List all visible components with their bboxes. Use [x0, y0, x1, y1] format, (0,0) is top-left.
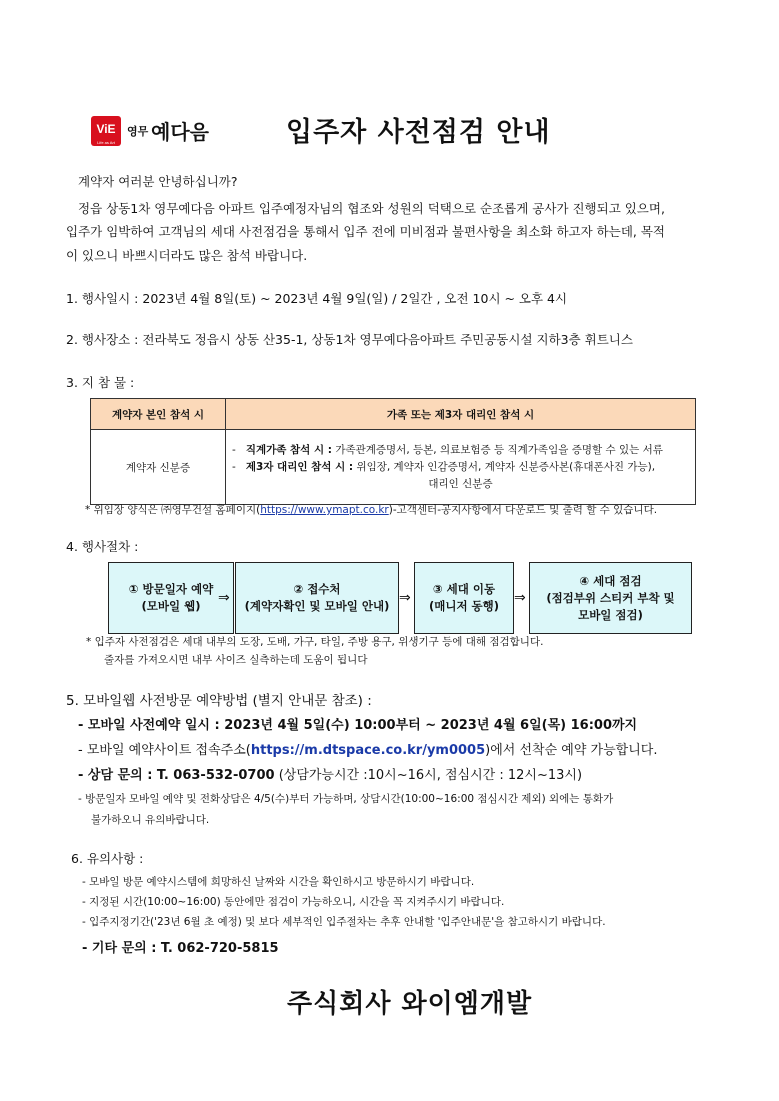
page-title: 입주자 사전점검 안내	[286, 117, 551, 148]
logo-mark-text: ViE	[96, 122, 116, 136]
intro-line-1: 정읍 상동1차 영무예다음 아파트 입주예정자님의 협조와 성원의 덕택으로 순조롭게 공사가 진행되고 있으며,	[78, 201, 665, 216]
greeting: 계약자 여러분 안녕하십니까?	[78, 174, 238, 189]
note-prefix: * 위임장 양식은 ㈜영무건설 홈페이지(	[85, 504, 261, 516]
consult-hours: (상담가능시간 :10시~16시, 점심시간 : 12시~13시)	[278, 768, 583, 783]
other-contact: - 기타 문의 : T. 062-720-5815	[82, 941, 279, 956]
proxy-agent-line: - 제3자 대리인 참석 시 : 위임장, 계약자 인감증명서, 계약자 신분증사본(휴대폰사진 가능),	[232, 460, 656, 473]
cell-self-id: 계약자 신분증	[91, 430, 226, 505]
cell-proxy-docs	[226, 430, 696, 505]
consult-note-1: - 방문일자 모바일 예약 및 전화상담은 4/5(수)부터 가능하며, 상담시간(10:00~16:00 점심시간 제외) 외에는 통화가	[78, 793, 614, 805]
family-label: 직계가족 참석 시 :	[245, 443, 332, 456]
step-1-sub: (모바일 웹)	[141, 599, 201, 613]
step-2-title: ② 접수처	[293, 582, 341, 596]
step-4-sub2: 모바일 점검)	[578, 607, 643, 622]
homepage-link[interactable]: https://www.ymapt.co.kr	[260, 504, 389, 516]
intro-line-3: 이 있으니 바쁘시더라도 많은 참석 바랍니다.	[66, 248, 308, 263]
required-items-table	[90, 398, 696, 505]
section1-row	[66, 293, 567, 306]
section4-note-2: 줄자를 가져오시면 내부 사이즈 실측하는데 도움이 됩니다	[104, 654, 368, 666]
agent-label: 제3자 대리인 참석 시 :	[245, 460, 354, 473]
logo-brand-small: 영무	[127, 125, 149, 138]
section1-value: 2023년 4월 8일(토) ~ 2023년 4월 9일(일) / 2일간 , 오전 10시 ~ 오후 4시	[142, 291, 568, 306]
arrow-3-icon: ⇒	[514, 590, 526, 606]
agent-docs-line2: 대리인 신분증	[428, 477, 493, 490]
col-header-self: 계약자 본인 참석 시	[91, 399, 226, 430]
site-prefix: - 모바일 예약사이트 접속주소(	[78, 743, 251, 758]
consult-contact	[78, 764, 582, 783]
mobile-reservation-site	[78, 739, 657, 758]
section3-label: 3. 지 참 물 :	[66, 375, 135, 390]
caution-3: - 입주지정기간('23년 6월 초 예정) 및 보다 세부적인 입주절차는 추후 안내할 '입주안내문'을 참고하시기 바랍니다.	[82, 916, 606, 928]
consult-phone: - 상담 문의 : T. 063-532-0700	[78, 768, 275, 783]
section3-note	[85, 502, 657, 517]
col-header-proxy: 가족 또는 제3자 대리인 참석 시	[226, 399, 696, 430]
section2-value: 전라북도 정읍시 상동 산35-1, 상동1차 영무예다음아파트 주민공동시설 지하3층 휘트니스	[142, 332, 633, 347]
step-2-box	[235, 562, 399, 634]
section2-row	[66, 334, 633, 347]
logo-brand-large: 예다음	[151, 120, 209, 144]
step-4-title: ④ 세대 점검	[579, 573, 642, 588]
intro-line-2: 입주가 임박하여 고객님의 세대 사전점검을 통해서 입주 전에 미비점과 불편사항을 최소화 하고자 하는데, 목적	[66, 224, 666, 239]
mobile-reservation-period: - 모바일 사전예약 일시 : 2023년 4월 5일(수) 10:00부터 ~ 2023년 4월 6일(목) 16:00까지	[78, 718, 638, 733]
company-name: 주식회사 와이엠개발	[287, 989, 533, 1019]
step-1-title: ① 방문일자 예약	[128, 582, 214, 596]
section4-note-1: * 입주자 사전점검은 세대 내부의 도장, 도배, 가구, 타일, 주방 용구, 위생기구 등에 대해 점검합니다.	[86, 636, 544, 648]
step-2-sub: (계약자확인 및 모바일 안내)	[244, 599, 390, 613]
section1-label: 1. 행사일시 :	[66, 291, 139, 306]
arrow-2-icon: ⇒	[399, 590, 411, 606]
section4-label: 4. 행사절차 :	[66, 539, 139, 554]
step-1-box	[108, 562, 234, 634]
table-row	[91, 430, 696, 505]
step-4-box	[529, 562, 692, 634]
caution-1: - 모바일 방문 예약시스템에 희망하신 날짜와 시간을 확인하시고 방문하시기 바랍니다.	[82, 876, 475, 888]
reservation-link[interactable]: https://m.dtspace.co.kr/ym0005	[250, 743, 486, 758]
section6-label: 6. 유의사항 :	[71, 851, 144, 866]
step-3-sub: (매니저 동행)	[428, 599, 500, 613]
step-3-box	[414, 562, 514, 634]
brand-logo-mark	[91, 116, 121, 146]
agent-docs: 위임장, 계약자 인감증명서, 계약자 신분증사본(휴대폰사진 가능),	[356, 460, 656, 473]
consult-note-2: 불가하오니 유의바랍니다.	[91, 814, 210, 826]
step-4-sub: (점검부위 스티커 부착 및	[546, 590, 675, 605]
step-3-title: ③ 세대 이동	[432, 582, 496, 596]
site-suffix: )에서 선착순 예약 가능합니다.	[485, 743, 658, 758]
note-suffix: )-고객센터-공지사항에서 다운로드 및 출력 할 수 있습니다.	[388, 504, 658, 516]
caution-2: - 지정된 시간(10:00~16:00) 동안에만 점검이 가능하오니, 시간을 꼭 지켜주시기 바랍니다.	[82, 896, 505, 908]
arrow-1-icon: ⇒	[218, 590, 230, 606]
family-docs: 가족관계증명서, 등본, 의료보험증 등 직계가족임을 증명할 수 있는 서류	[335, 443, 663, 456]
proxy-family-line: - 직계가족 참석 시 : 가족관계증명서, 등본, 의료보험증 등 직계가족임을 증명할 수 있는 서류	[232, 443, 663, 456]
logo-mark-subtext: Life as Art	[97, 140, 115, 145]
table-header-row	[91, 399, 696, 430]
section2-label: 2. 행사장소 :	[66, 332, 139, 347]
section5-label: 5. 모바일웹 사전방문 예약방법 (별지 안내문 참조) :	[66, 693, 372, 709]
